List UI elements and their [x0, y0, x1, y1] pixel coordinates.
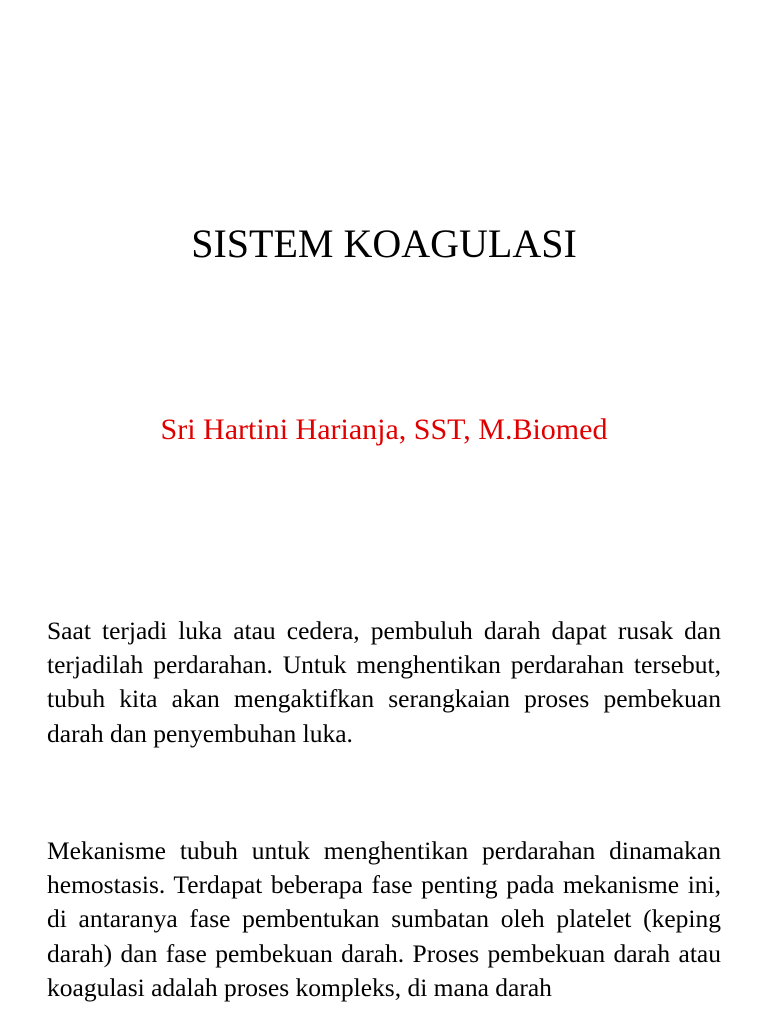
- page-title: SISTEM KOAGULASI: [191, 221, 577, 266]
- author-name: Sri Hartini Harianja, SST, M.Biomed: [160, 413, 608, 446]
- body-paragraph: Mekanisme tubuh untuk menghentikan perdarahan dinamakan hemostasis. Terdapat beberapa fase penting pada mekanisme ini, di antaranya fase pembentukan sumbatan oleh platelet (keping darah) dan fase pembekuan darah. Proses pembekuan darah atau koagulasi adalah proses kompleks, di mana darah: [47, 836, 721, 1002]
- body-paragraph: Saat terjadi luka atau cedera, pembuluh darah dapat rusak dan terjadilah perdarahan. Untuk menghentikan perdarahan tersebut, tubuh kita akan mengaktifkan serangkaian proses pembekuan darah dan penyembuhan luka.: [47, 616, 721, 748]
